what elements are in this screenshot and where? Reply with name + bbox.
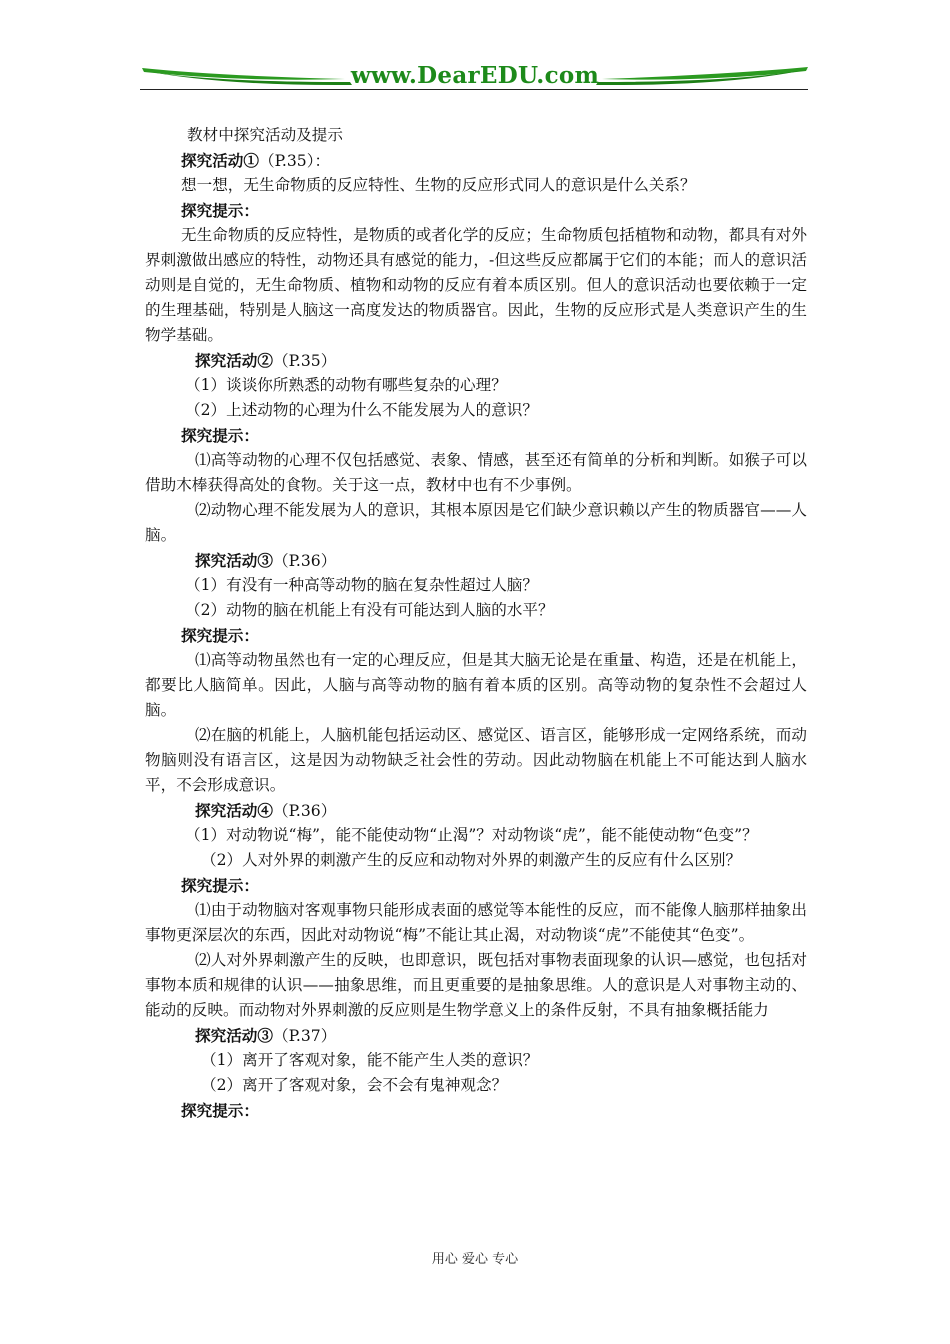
activity-label: 探究活动③	[195, 1026, 273, 1045]
activity-2-hint-label: 探究提示：	[181, 426, 259, 445]
activity-4-question-2: （2）人对外界的刺激产生的反应和动物对外界的刺激产生的反应有什么区别？	[201, 851, 742, 869]
activity-3-question-2: （2）动物的脑在机能上有没有可能达到人脑的水平？	[185, 601, 554, 619]
activity-page-ref: （P.36）	[272, 802, 337, 820]
page-footer: 用心 爱心 专心	[431, 1252, 519, 1267]
activity-2-question-2: （2）上述动物的心理为什么不能发展为人的意识？	[185, 401, 538, 419]
activity-1-answer: 无生命物质的反应特性，是物质的或者化学的反应；生命物质包括植物和动物，都具有对外界刺激做出感应的特性，动物还具有感觉的能力，-但这些反应都属于它们的本能；而人的意识活动则是自觉的，无生命物质、植物和动物的反应有着本质区别。但人的意识活动也要依赖于一定的生理基础，特别是人脑这一高度发达的物质器官。因此，生物的反应形式是人类意识产生的生物学基础。	[145, 226, 807, 344]
page-title: 教材中探究活动及提示	[187, 126, 343, 144]
activity-4-answer-2: ⑵人对外界刺激产生的反映，也即意识，既包括对事物表面现象的认识—感觉，也包括对事物本质和规律的认识——抽象思维，而且更重要的是抽象思维。人的意识是人对事物主动的、能动的反映。而动物对外界刺激的反应则是生物学意义上的条件反射，不具有抽象概括能力	[145, 951, 807, 1019]
activity-2-answer-1: ⑴高等动物的心理不仅包括感觉、表象、情感，甚至还有简单的分析和判断。如猴子可以借助木棒获得高处的食物。关于这一点，教材中也有不少事例。	[145, 451, 807, 494]
activity-4-heading	[145, 798, 807, 823]
activity-page-ref: （P.37）	[272, 1027, 337, 1045]
activity-label: 探究活动③	[195, 551, 273, 570]
activity-3-heading	[145, 548, 807, 573]
activity-label: 探究活动④	[195, 801, 273, 820]
site-logo-text: www.DearEDU.com	[350, 62, 600, 89]
activity-page-ref: （P.35）：	[258, 152, 331, 170]
activity-4-hint-label: 探究提示：	[181, 876, 259, 895]
activity-3-answer-2: ⑵在脑的机能上，人脑机能包括运动区、感觉区、语言区，能够形成一定网络系统，而动物脑则没有语言区，这是因为动物缺乏社会性的劳动。因此动物脑在机能上不可能达到人脑水平，不会形成意识。	[145, 726, 807, 794]
activity-2-question-1: （1）谈谈你所熟悉的动物有哪些复杂的心理？	[185, 376, 507, 394]
activity-2-heading	[145, 348, 807, 373]
activity-page-ref: （P.35）	[272, 352, 337, 370]
activity-5-hint-label: 探究提示：	[181, 1101, 259, 1120]
activity-2-answer-2: ⑵动物心理不能发展为人的意识，其根本原因是它们缺少意识赖以产生的物质器官——人脑。	[145, 501, 807, 544]
activity-4-question-1: （1）对动物说“梅”，能不能使动物“止渴”？对动物谈“虎”，能不能使动物“色变”？	[185, 826, 758, 844]
activity-label: 探究活动①	[181, 151, 259, 170]
activity-page-ref: （P.36）	[272, 552, 337, 570]
activity-4-answer-1: ⑴由于动物脑对客观事物只能形成表面的感觉等本能性的反应，而不能像人脑那样抽象出事物更深层次的东西，因此对动物说“梅”不能让其止渴，对动物谈“虎”不能使其“色变”。	[145, 901, 807, 944]
document-body	[145, 123, 807, 1123]
activity-5-heading	[145, 1023, 807, 1048]
activity-1-question: 想一想，无生命物质的反应特性、生物的反应形式同人的意识是什么关系？	[181, 176, 696, 194]
activity-1-hint-label: 探究提示：	[181, 201, 259, 220]
activity-label: 探究活动②	[195, 351, 273, 370]
activity-1-heading	[145, 148, 807, 173]
activity-5-question-2: （2）离开了客观对象，会不会有鬼神观念？	[201, 1076, 508, 1094]
activity-3-hint-label: 探究提示：	[181, 626, 259, 645]
activity-3-question-1: （1）有没有一种高等动物的脑在复杂性超过人脑？	[185, 576, 538, 594]
header-divider	[140, 89, 808, 90]
activity-5-question-1: （1）离开了客观对象，能不能产生人类的意识？	[201, 1051, 539, 1069]
activity-3-answer-1: ⑴高等动物虽然也有一定的心理反应，但是其大脑无论是在重量、构造，还是在机能上，都要比人脑简单。因此，人脑与高等动物的脑有着本质的区别。高等动物的复杂性不会超过人脑。	[145, 651, 807, 719]
